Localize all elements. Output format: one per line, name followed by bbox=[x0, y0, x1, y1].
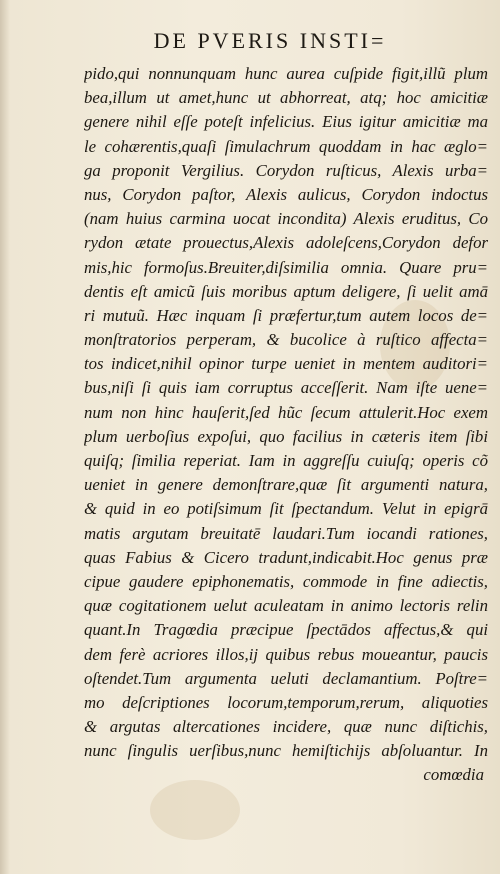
catchword: comœdia bbox=[423, 765, 484, 785]
text-line: mis,hic formoſus.Breuiter,diſsimilia omnia. Quare pru= bbox=[84, 257, 488, 277]
text-line: nus, Corydon paſtor, Alexis aulicus, Corydon indoctus bbox=[84, 184, 488, 204]
text-line: ri mutuũ. Hæc inquam ſi præfertur,tum autem locos de= bbox=[84, 305, 488, 325]
text-line: plum uerboſius expoſui, quo facilius in cæteris item ſibi bbox=[84, 426, 488, 446]
text-line: pido,qui nonnunquam hunc aurea cuſpide figit,illũ plum bbox=[84, 64, 488, 83]
text-line: cipue gaudere epiphonematis, commode in fine adiectis, bbox=[84, 571, 488, 591]
text-line: & quid in eo potiſsimum ſit ſpectandum. Velut in epigrā bbox=[84, 499, 488, 519]
text-line: oſtendet.Tum argumenta ueluti declamantium. Poſtre= bbox=[84, 668, 488, 688]
text-line: (nam huius carmina uocat incondita) Alexis eruditus, Co bbox=[84, 209, 488, 229]
text-line: tos indicet,nihil opinor turpe ueniet in mentem auditori= bbox=[84, 354, 488, 374]
text-line: bea,illum ut amet,hunc ut abhorreat, atq; hoc amicitiæ bbox=[84, 88, 488, 108]
paper-stain bbox=[150, 780, 240, 840]
body-text bbox=[84, 62, 488, 788]
text-line: quas Fabius & Cicero tradunt,indicabit.Hoc genus præ bbox=[84, 547, 488, 567]
text-line: le cohærentis,quaſi ſimulachrum quoddam in hac æglo= bbox=[84, 136, 488, 156]
text-line: dentis eſt amicũ ſuis moribus aptum deligere, ſi uelit amā bbox=[84, 281, 488, 301]
text-line: ga proponit Vergilius. Corydon ruſticus, Alexis urba= bbox=[84, 160, 488, 180]
text-line: matis argutam breuitatē laudari.Tum iocandi rationes, bbox=[84, 523, 488, 543]
text-line: bus,niſi ſi quis iam corruptus acceſſerit. Nam iſte uene= bbox=[84, 378, 488, 398]
text-line: nunc ſingulis uerſibus,nunc hemiſtichijs abſoluantur. In bbox=[84, 741, 488, 761]
running-title: DE PVERIS INSTI= bbox=[153, 28, 387, 53]
text-line: dem ferè acriores illos,ij quibus rebus moueantur, paucis bbox=[84, 644, 488, 664]
text-line: monſtratorios perperam, & bucolice à ruſtico affecta= bbox=[84, 330, 488, 350]
text-line: mo deſcriptiones locorum,temporum,rerum, aliquoties bbox=[84, 692, 488, 712]
text-line: quæ cogitationem uelut aculeatam in animo lectoris relin bbox=[84, 596, 488, 616]
gutter-shadow bbox=[0, 0, 10, 874]
text-line: quant.In Tragœdia præcipue ſpectādos affectus,& qui bbox=[84, 620, 488, 640]
text-line: quiſq; ſimilia reperiat. Iam in aggreſſu cuiuſq; operis cõ bbox=[84, 451, 488, 470]
text-line: & argutas altercationes incidere, quæ nunc diſtichis, bbox=[84, 717, 488, 737]
text-line: num non hinc hauſerit,ſed hũc ſecum attulerit.Hoc exem bbox=[84, 402, 488, 422]
running-header bbox=[0, 28, 500, 54]
text-line: ueniet in genere demonſtrare,quæ ſit argumenti natura, bbox=[84, 475, 488, 495]
text-line: rydon ætate prouectus,Alexis adoleſcens,Corydon defor bbox=[84, 233, 488, 253]
text-line: genere nihil eſſe poteſt infelicius. Eius igitur amicitiæ ma bbox=[84, 112, 488, 132]
